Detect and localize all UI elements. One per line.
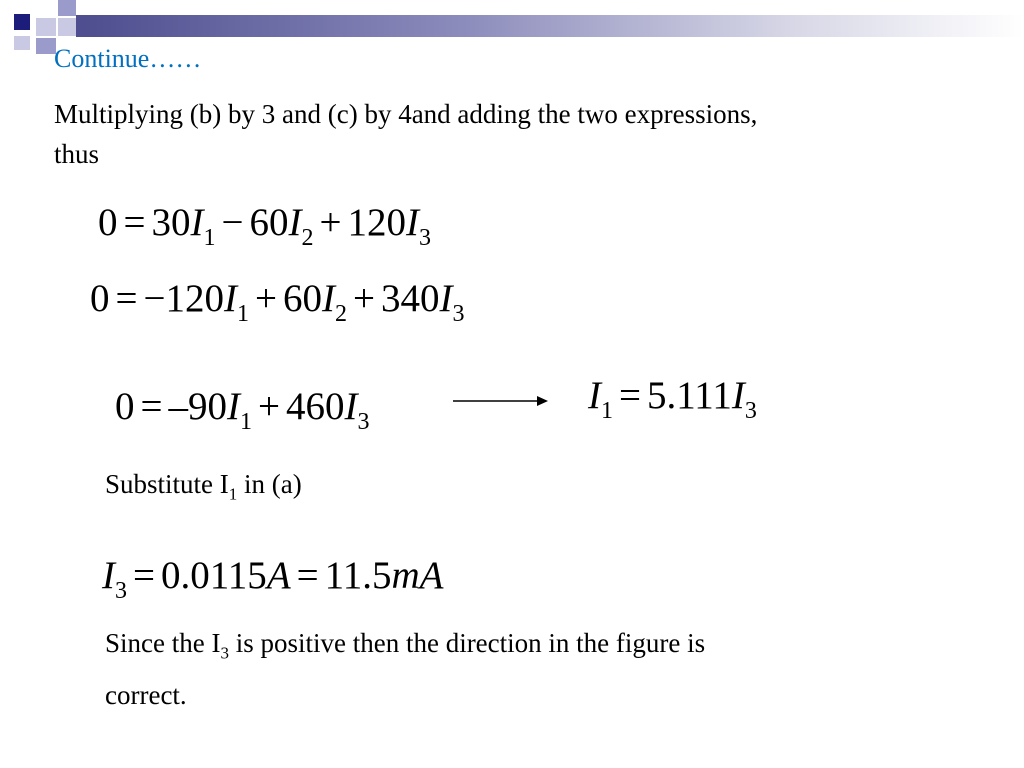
header-square-light (36, 18, 56, 36)
conclusion-prefix: Since the I (105, 628, 221, 658)
eq-operator: + (319, 201, 342, 244)
eq-value: 11.5 (324, 554, 392, 597)
eq-subscript: 3 (357, 409, 370, 435)
conclusion-suffix: is positive then the direction in the figure is (228, 628, 706, 658)
eq-variable: I (102, 554, 115, 597)
conclusion-line: correct. (105, 680, 187, 711)
eq-unit: mA (391, 554, 444, 597)
intro-line: Multiplying (b) by 3 and (c) by 4and adding the two expressions, (54, 99, 758, 129)
eq-subscript: 3 (452, 301, 465, 327)
eq-coefficient: 460 (286, 385, 345, 428)
eq-operator: − (221, 201, 244, 244)
eq-coefficient: 5.111 (647, 374, 732, 417)
substitute-subscript: 1 (228, 484, 238, 504)
eq-variable: I (190, 201, 204, 244)
equals-sign: = (133, 554, 155, 597)
eq-value: 0.0115 (161, 554, 267, 597)
eq-coefficient: 120 (347, 201, 406, 244)
eq-subscript: 1 (237, 301, 249, 327)
eq-subscript: 1 (240, 409, 252, 435)
eq-lhs: 0 (115, 385, 135, 428)
eq-variable: I (224, 277, 237, 320)
eq-operator: + (258, 385, 280, 428)
conclusion-line (105, 622, 905, 674)
eq-variable: I (322, 277, 335, 320)
eq-variable: I (406, 201, 419, 244)
eq-variable: I (731, 374, 745, 417)
header-square-dark (14, 14, 30, 30)
conclusion-subscript: 3 (220, 643, 229, 663)
header-square-light (14, 36, 30, 50)
eq-subscript: 3 (115, 578, 127, 604)
eq-operator: + (255, 277, 277, 320)
header-square-light (58, 18, 76, 36)
eq-coefficient: 340 (381, 277, 440, 320)
eq-variable: I (344, 385, 358, 428)
eq-lhs: 0 (90, 277, 110, 320)
eq-variable: I (439, 277, 453, 320)
eq-variable: I (227, 385, 240, 428)
equals-sign: = (296, 554, 319, 597)
equals-sign: = (123, 201, 146, 244)
conclusion-note (105, 622, 905, 716)
substitute-suffix: in (a) (237, 469, 302, 499)
equation-2 (90, 276, 465, 327)
eq-variable: I (288, 201, 302, 244)
eq-unit: A (266, 554, 291, 597)
equation-i1-result (588, 373, 757, 424)
right-arrow-icon (453, 391, 549, 411)
equation-3 (115, 384, 370, 435)
eq-subscript: 3 (744, 398, 757, 424)
slide-title: Continue…… (54, 44, 202, 73)
eq-lhs: 0 (98, 201, 118, 244)
substitute-note (105, 463, 302, 515)
eq-coefficient: 60 (249, 201, 289, 244)
eq-coefficient: 30 (151, 201, 191, 244)
eq-variable: I (588, 374, 601, 417)
eq-subscript: 1 (601, 398, 613, 424)
header-square-mid (58, 0, 76, 16)
eq-subscript: 1 (203, 225, 216, 251)
eq-coefficient: –90 (168, 385, 227, 428)
eq-operator: + (353, 277, 375, 320)
eq-subscript: 2 (301, 225, 314, 251)
equals-sign: = (140, 385, 163, 428)
header-gradient-band (76, 15, 1024, 37)
equation-1 (98, 200, 431, 251)
eq-coefficient: −120 (143, 277, 224, 320)
eq-coefficient: 60 (283, 277, 322, 320)
intro-line: thus (54, 139, 100, 169)
equals-sign: = (115, 277, 138, 320)
eq-subscript: 2 (335, 301, 347, 327)
substitute-prefix: Substitute I (105, 469, 229, 499)
equation-i3-result (102, 553, 444, 604)
equals-sign: = (619, 374, 641, 417)
eq-subscript: 3 (419, 225, 431, 251)
header-square-mid (36, 38, 56, 54)
intro-text (54, 94, 964, 174)
